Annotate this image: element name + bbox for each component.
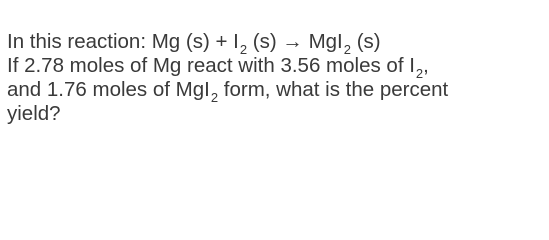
- iodine-subscript-2: 2: [415, 66, 424, 81]
- question-text: [7, 30, 547, 126]
- yield-line: yield?: [7, 102, 61, 125]
- moles-prefix: If 2.78 moles of Mg react with 3.56 moles of I: [7, 54, 415, 77]
- reaction-arrow-text: (s) → MgI: [247, 30, 343, 53]
- iodine-subscript: 2: [239, 42, 248, 57]
- product-subscript: 2: [343, 42, 351, 57]
- product-prefix: and 1.76 moles of MgI: [7, 78, 210, 101]
- moles-suffix: ,: [423, 54, 429, 77]
- moles-line: [7, 54, 547, 81]
- product-suffix: form, what is the percent: [218, 78, 449, 101]
- product-line: [7, 78, 547, 105]
- reaction-prefix: In this reaction: Mg (s) + I: [7, 30, 239, 53]
- product-state: (s): [351, 30, 381, 53]
- reaction-line: [7, 30, 547, 57]
- product-subscript-2: 2: [210, 90, 219, 105]
